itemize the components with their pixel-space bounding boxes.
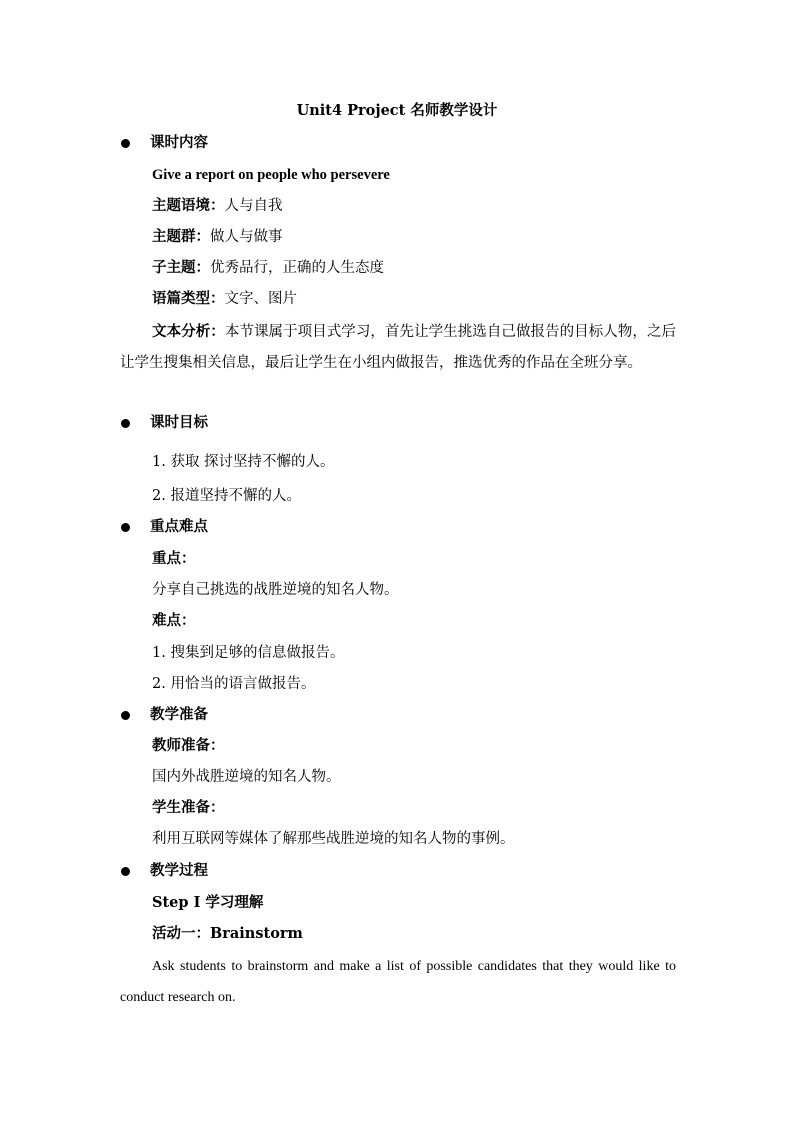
activity-paragraph: [120, 951, 676, 1013]
text-type-label: 语篇类型：: [152, 290, 225, 307]
bullet-icon: [121, 419, 130, 428]
difficult-point-label: 难点：: [152, 612, 196, 629]
sub-theme-row: [152, 258, 384, 278]
section-heading-key-points: 重点难点: [150, 518, 208, 535]
text-analysis-paragraph: [120, 316, 676, 379]
section-heading-content: 课时内容: [150, 134, 208, 151]
key-point-value: 分享自己挑选的战胜逆境的知名人物。: [152, 582, 399, 598]
theme-group-row: [152, 227, 283, 247]
difficult-point-item: 2. 用恰当的语言做报告。: [152, 676, 316, 692]
text-type-value: 文字、图片: [224, 291, 297, 307]
text-type-row: [152, 289, 297, 309]
lesson-subtitle: Give a report on people who persevere: [152, 167, 390, 183]
sub-theme-label: 子主题：: [152, 259, 210, 276]
section-heading-goals: 课时目标: [150, 414, 208, 431]
bullet-icon: [121, 523, 130, 532]
goal-item: 1. 获取 探讨坚持不懈的人。: [152, 454, 335, 470]
key-point-label: 重点：: [152, 550, 196, 567]
step-heading: Step I 学习理解: [152, 894, 264, 911]
bullet-icon: [121, 867, 130, 876]
teacher-prep-value: 国内外战胜逆境的知名人物。: [152, 769, 341, 785]
text-analysis-value: 本节课属于项目式学习，首先让学生挑选自己做报告的目标人物，之后让学生搜集相关信息，最后让学生在小组内做报告，推选优秀的作品在全班分享。: [120, 324, 677, 371]
section-heading-preparation: 教学准备: [150, 706, 208, 723]
activity-heading: 活动一：Brainstorm: [152, 925, 303, 942]
theme-group-label: 主题群：: [152, 228, 210, 245]
theme-group-value: 做人与做事: [210, 229, 283, 245]
theme-context-value: 人与自我: [224, 198, 283, 214]
theme-context-label: 主题语境：: [152, 197, 225, 214]
student-prep-label: 学生准备：: [152, 799, 225, 816]
text-analysis-label: 文本分析：: [152, 323, 225, 340]
bullet-icon: [121, 711, 130, 720]
teacher-prep-label: 教师准备：: [152, 737, 225, 754]
sub-theme-value: 优秀品行，正确的人生态度: [210, 260, 384, 276]
section-heading-process: 教学过程: [150, 862, 208, 879]
activity-text: Ask students to brainstorm and make a list of possible candidates that they would like to conduct research on.: [120, 959, 676, 1005]
document-title: Unit4 Project 名师教学设计: [296, 102, 498, 119]
bullet-icon: [121, 139, 130, 148]
student-prep-value: 利用互联网等媒体了解那些战胜逆境的知名人物的事例。: [152, 831, 515, 847]
theme-context-row: [152, 196, 283, 216]
goal-item: 2. 报道坚持不懈的人。: [152, 488, 301, 504]
difficult-point-item: 1. 搜集到足够的信息做报告。: [152, 645, 345, 661]
